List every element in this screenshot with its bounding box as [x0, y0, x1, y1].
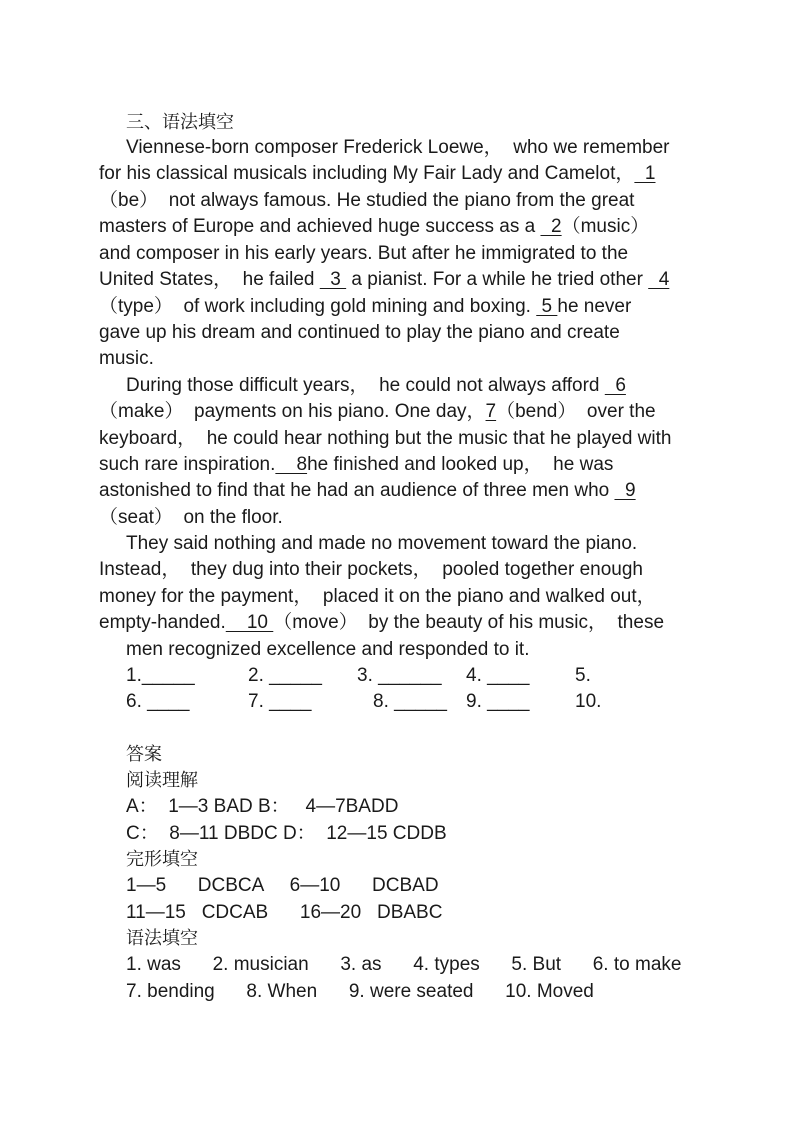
- reading-answers-line-2: C： 8—11 DBDC D： 12—15 CDDB: [126, 823, 447, 844]
- passage-line-4: masters of Europe and achieved huge success as a 2（music）: [99, 216, 650, 237]
- passage-line-10: During those difficult years， he could not always afford 6: [126, 375, 626, 396]
- passage-line-1: Viennese-born composer Frederick Loewe， who we remember: [126, 137, 670, 158]
- passage-line-12: keyboard， he could hear nothing but the music that he played with: [99, 428, 672, 449]
- cloze-answers-line-2: 11—15 CDCAB 16—20 DBABC: [126, 902, 443, 923]
- blank-3: 3: [319, 269, 347, 290]
- passage-line-8: gave up his dream and continued to play the piano and create: [99, 322, 620, 343]
- passage-line-9: music.: [99, 348, 154, 369]
- passage-line-13: such rare inspiration. 8he finished and looked up， he was: [99, 454, 614, 475]
- blank-10: 10: [225, 612, 274, 633]
- blank-item-5: 5.: [575, 665, 591, 686]
- grammar-answers-line-2: 7. bending 8. When 9. were seated 10. Moved: [126, 981, 594, 1002]
- section-title: 三、语法填空: [126, 112, 234, 133]
- passage-line-17: Instead， they dug into their pockets， pooled together enough: [99, 559, 643, 580]
- blank-item-3: 3. ______: [357, 665, 442, 686]
- passage-line-16: They said nothing and made no movement toward the piano.: [126, 533, 638, 554]
- blank-item-8: 8. _____: [373, 691, 447, 712]
- blank-item-4: 4. ____: [466, 665, 530, 686]
- blank-2: 2: [540, 216, 562, 237]
- blank-1: 1: [634, 163, 656, 184]
- passage-line-6: United States， he failed 3 a pianist. For a while he tried other 4: [99, 269, 670, 290]
- passage-line-18: money for the payment， placed it on the piano and walked out，: [99, 586, 656, 607]
- blank-item-7: 7. ____: [248, 691, 312, 712]
- blank-item-1: 1._____: [126, 665, 195, 686]
- cloze-answers-line-1: 1—5 DCBCA 6—10 DCBAD: [126, 875, 439, 896]
- grammar-title: 语法填空: [126, 928, 198, 949]
- blank-item-6: 6. ____: [126, 691, 190, 712]
- passage-line-14: astonished to find that he had an audience of three men who 9: [99, 480, 636, 501]
- blank-7: 7: [485, 401, 497, 422]
- answers-title: 答案: [126, 744, 162, 765]
- passage-line-3: （be） not always famous. He studied the piano from the great: [99, 190, 635, 211]
- passage-line-19: empty-handed. 10 （move） by the beauty of his music， these: [99, 612, 665, 633]
- passage-line-2: for his classical musicals including My Fair Lady and Camelot， 1: [99, 163, 656, 184]
- blank-item-2: 2. _____: [248, 665, 322, 686]
- blank-6: 6: [604, 375, 626, 396]
- blank-9: 9: [614, 480, 636, 501]
- reading-answers-line-1: A： 1—3 BAD B： 4—7BADD: [126, 796, 399, 817]
- cloze-title: 完形填空: [126, 849, 198, 870]
- passage-line-11: （make） payments on his piano. One day，7（bend） over the: [99, 401, 656, 422]
- blank-5: 5: [536, 296, 558, 317]
- passage-line-7: （type） of work including gold mining and boxing. 5 he never: [99, 296, 632, 317]
- blank-item-9: 9. ____: [466, 691, 530, 712]
- blank-8: 8: [275, 454, 308, 475]
- passage-line-5: and composer in his early years. But after he immigrated to the: [99, 243, 629, 264]
- passage-line-15: （seat） on the floor.: [99, 507, 283, 528]
- reading-title: 阅读理解: [126, 770, 198, 791]
- passage-line-20: men recognized excellence and responded to it.: [126, 639, 530, 660]
- blank-item-10: 10.: [575, 691, 602, 712]
- blank-4: 4: [648, 269, 670, 290]
- grammar-answers-line-1: 1. was 2. musician 3. as 4. types 5. But 6. to make: [126, 954, 682, 975]
